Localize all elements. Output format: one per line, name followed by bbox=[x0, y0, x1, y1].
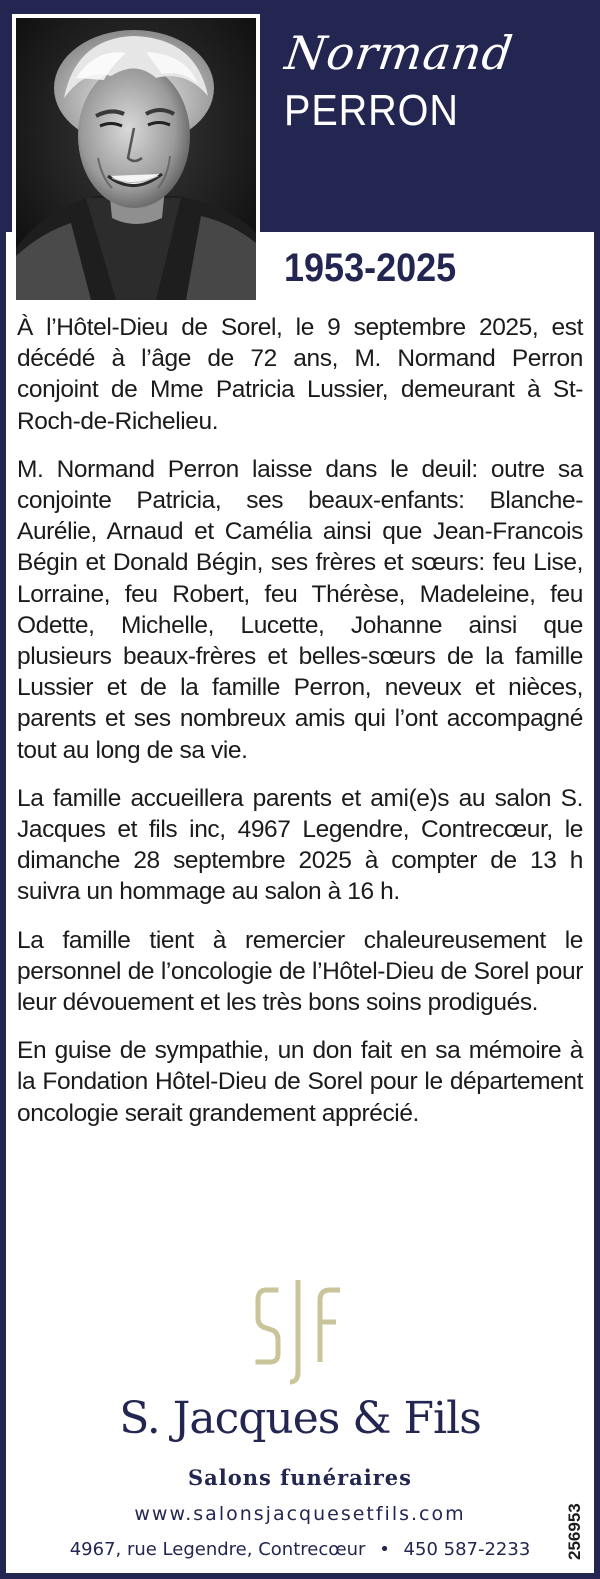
obituary-text bbox=[17, 312, 583, 1146]
paragraph-survivors: M. Normand Perron laisse dans le deuil: outre sa conjointe Patricia, ses beaux-enfants: Blanche-Aurélie, Arnaud et Camélia ainsi que Jean-Francois Bégin et Donald Bégin, ses frères et sœurs: feu Lise, Lorraine, feu Robert, feu Thérèse, Madeleine, feu Odette, Michelle, Lucette, Johanne ainsi que plusieurs beaux-frères et belles-sœurs de la famille Lussier et de la famille Perron, neveux et nièces, parents et ses nombreux amis qui l’ont accompagné tout au long de sa vie. bbox=[17, 455, 583, 764]
funeral-home-subtitle: Salons funéraires bbox=[188, 1465, 412, 1490]
sjf-monogram-logo bbox=[248, 1278, 348, 1390]
portrait-photo bbox=[12, 14, 260, 300]
ad-reference-number: 256953 bbox=[565, 1503, 584, 1560]
address-line bbox=[0, 1539, 600, 1560]
last-name: PERRON bbox=[284, 86, 459, 135]
paragraph-visitation: La famille accueillera parents et ami(e)s au salon S. Jacques et fils inc, 4967 Legendre, Contrecœur, le dimanche 28 septembre 2025 à compter de 13 h suivra un hommage au salon à 16 h. bbox=[17, 784, 583, 906]
first-name: Normand bbox=[282, 26, 517, 80]
paragraph-thanks: La famille tient à remercier chaleureusement le personnel de l’oncologie de l’Hôtel-Dieu de Sorel pour leur dévouement et les très bons soins prodigués. bbox=[17, 926, 583, 1017]
separator-dot: • bbox=[379, 1539, 390, 1560]
phone-number[interactable]: 450 587-2233 bbox=[403, 1539, 531, 1560]
website-url[interactable]: www.salonsjacquesetfils.com bbox=[134, 1503, 466, 1525]
paragraph-donation: En guise de sympathie, un don fait en sa mémoire à la Fondation Hôtel-Dieu de Sorel pour le département oncologie serait grandement apprécié. bbox=[17, 1037, 583, 1127]
paragraph-death-notice: À l’Hôtel-Dieu de Sorel, le 9 septembre 2025, est décédé à l’âge de 72 ans, M. Normand Perron conjoint de Mme Patricia Lussier, demeurant à St-Roch-de-Richelieu. bbox=[17, 314, 583, 435]
funeral-home-name: S. Jacques & Fils bbox=[119, 1393, 481, 1444]
life-years: 1953-2025 bbox=[284, 246, 457, 290]
address: 4967, rue Legendre, Contrecœur bbox=[69, 1539, 366, 1560]
portrait-icon bbox=[16, 18, 256, 300]
